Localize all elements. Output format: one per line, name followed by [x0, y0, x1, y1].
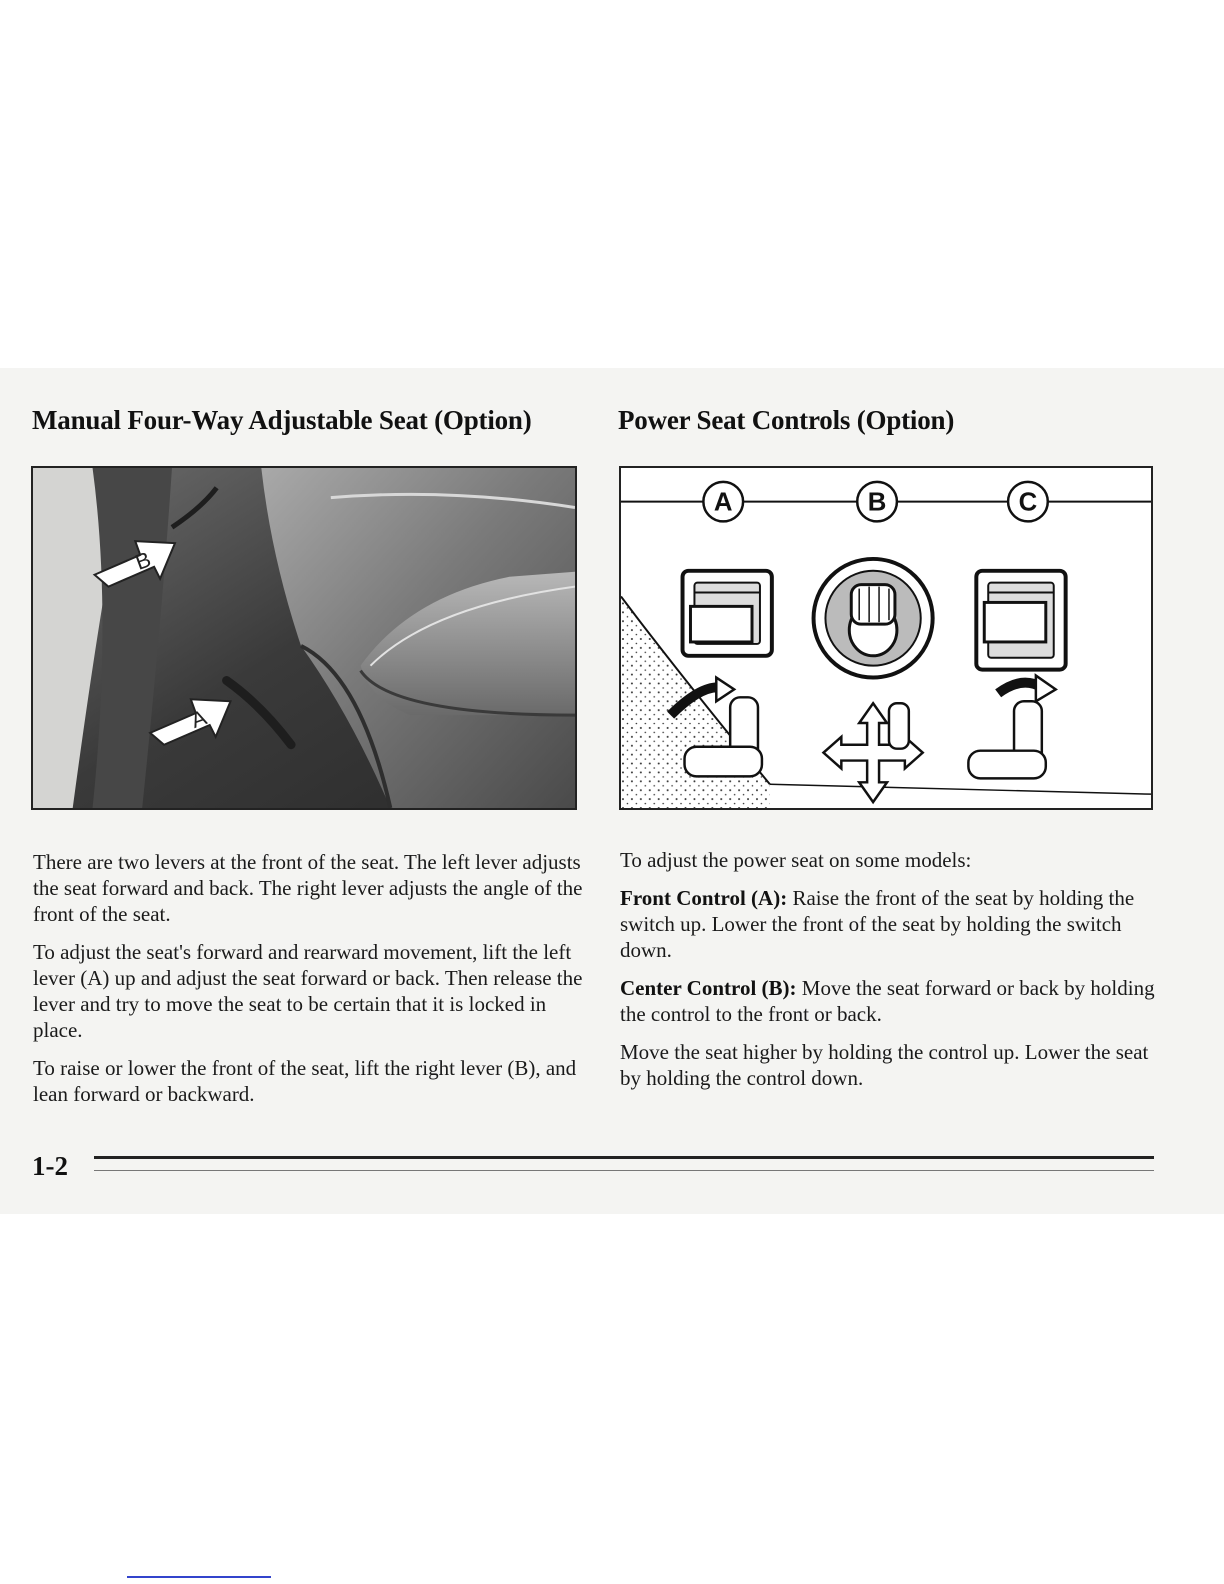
arrow-b-label: B [131, 546, 155, 575]
manual-seat-heading: Manual Four-Way Adjustable Seat (Option) [32, 405, 532, 435]
manual-seat-photo [31, 466, 577, 810]
center-control-paragraph-2: Move the seat higher by holding the control up. Lower the seat by holding the control down. [620, 1040, 1149, 1090]
footer-link-underline[interactable] [127, 1576, 271, 1578]
manual-seat-paragraph-1: There are two levers at the front of the seat. The left lever adjusts the seat forward and back. The right lever adjusts the angle of the front of the seat. [33, 850, 583, 926]
arrow-a-label: A [187, 704, 210, 734]
center-control-label: Center Control (B): [620, 976, 797, 1000]
center-control-paragraph [620, 975, 1160, 1027]
front-control-text: Raise the front of the seat by holding the switch up. Lower the front of the seat by holding the switch down. [620, 886, 1135, 962]
rear-height-seat-icon [968, 676, 1055, 779]
center-control-text: Move the seat forward or back by holding the control to the front or back. [620, 976, 1155, 1026]
power-seat-controls-illustration [621, 468, 1151, 808]
manual-seat-paragraph-3: To raise or lower the front of the seat, lift the right lever (B), and lean forward or backward. [33, 1056, 577, 1106]
page-number: 1-2 [32, 1151, 68, 1181]
power-seat-heading: Power Seat Controls (Option) [618, 405, 955, 435]
footer-rule-thin [94, 1170, 1154, 1171]
label-b-circle [857, 482, 897, 522]
label-c-text: C [1018, 488, 1038, 517]
label-a-circle [703, 482, 743, 522]
footer-rule-thick [94, 1156, 1154, 1159]
label-a-text: A [713, 488, 733, 517]
power-seat-text [620, 847, 1160, 1103]
front-control-label: Front Control (A): [620, 886, 788, 910]
front-control-switch [683, 571, 772, 656]
label-b-text: B [867, 488, 887, 517]
seat-photo-illustration [33, 468, 575, 808]
manual-seat-paragraph-2: To adjust the seat's forward and rearward movement, lift the left lever (A) up and adjust the seat forward or back. Then release the lever and try to move the seat to be certain that it is locked in place. [33, 940, 583, 1042]
label-c-circle [1008, 482, 1048, 522]
rear-control-switch [976, 571, 1065, 670]
power-seat-diagram [619, 466, 1153, 810]
power-seat-intro: To adjust the power seat on some models: [620, 848, 972, 872]
front-control-paragraph [620, 885, 1160, 963]
manual-seat-text [33, 849, 583, 1119]
center-control-knob [814, 559, 933, 678]
